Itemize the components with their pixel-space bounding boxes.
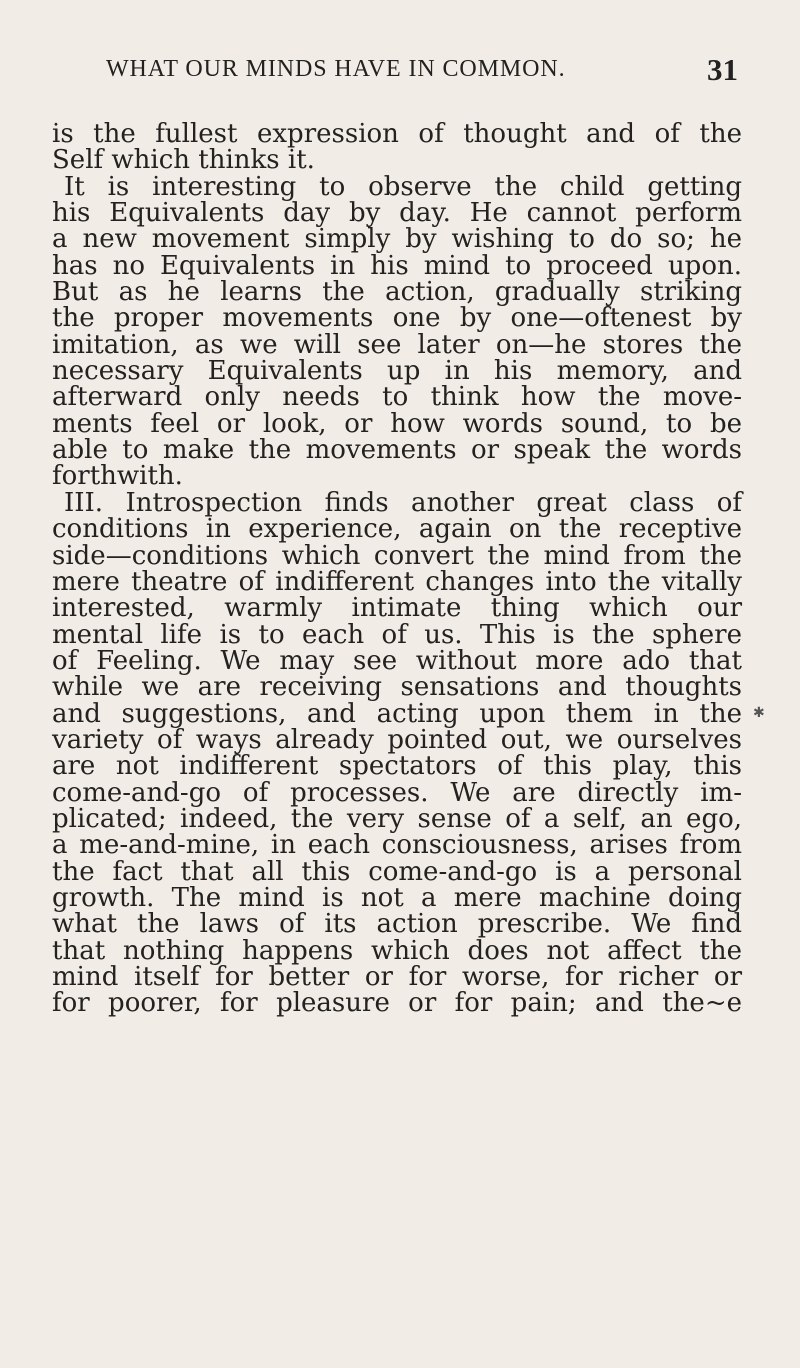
- text-line: is the fullest expression of thought and of the: [52, 119, 742, 149]
- text-line: the fact that all this come-and-go is a personal: [52, 856, 742, 887]
- text-line: able to make the movements or speak the words: [52, 435, 742, 466]
- text-line: that nothing happens which does not affect the: [52, 935, 742, 966]
- text-line: his Equivalents day by day. He cannot perform: [52, 198, 742, 229]
- text-line: of Feeling. We may see without more ado that: [52, 645, 742, 676]
- text-line: III. Introspection finds another great class of: [64, 487, 742, 518]
- text-line: But as he learns the action, gradually striking: [52, 277, 742, 308]
- running-title: WHAT OUR MINDS HAVE IN COMMON.: [106, 56, 566, 82]
- text-line: growth. The mind is not a mere machine doing: [52, 882, 742, 913]
- text-line: Self which thinks it.: [52, 145, 315, 176]
- text-line: and suggestions, and acting upon them in the: [52, 698, 742, 729]
- text-line: forthwith.: [52, 461, 183, 492]
- text-line: a new movement simply by wishing to do so; he: [52, 224, 742, 255]
- text-line: while we are receiving sensations and thoughts: [52, 672, 742, 703]
- text-line: what the laws of its action prescribe. We find: [52, 909, 742, 940]
- text-line: for poorer, for pleasure or for pain; and the~e: [52, 988, 742, 1019]
- page-number: 31: [707, 52, 738, 87]
- text-line: variety of ways already pointed out, we ourselves: [52, 724, 742, 755]
- text-line: mind itself for better or for worse, for richer or: [52, 962, 742, 992]
- body-text: [52, 121, 742, 1017]
- text-line: conditions in experience, again on the receptive: [52, 514, 742, 545]
- text-line: mental life is to each of us. This is the sphere: [52, 619, 742, 650]
- text-line: a me-and-mine, in each consciousness, arises from: [52, 830, 742, 861]
- running-head: [88, 50, 738, 90]
- text-line: come-and-go of processes. We are directly im-: [52, 777, 742, 808]
- text-line: ments feel or look, or how words sound, to be: [52, 408, 742, 439]
- text-line: interested, warmly intimate thing which our: [52, 593, 742, 624]
- text-line: the proper movements one by one—oftenest by: [52, 303, 742, 334]
- text-line: afterward only needs to think how the move-: [52, 382, 742, 413]
- text-line: mere theatre of indifferent changes into the vitally: [52, 566, 742, 597]
- text-line: side—conditions which convert the mind from the: [52, 540, 742, 571]
- text-line: are not indifferent spectators of this play, this: [52, 751, 742, 782]
- text-line: has no Equivalents in his mind to proceed upon.: [52, 250, 742, 281]
- text-line: It is interesting to observe the child getting: [64, 171, 742, 202]
- margin-mark-icon: ✱: [753, 705, 765, 721]
- text-line: plicated; indeed, the very sense of a self, an ego,: [52, 803, 742, 834]
- text-line: imitation, as we will see later on—he stores the: [52, 329, 742, 360]
- text-line: necessary Equivalents up in his memory, and: [52, 356, 742, 387]
